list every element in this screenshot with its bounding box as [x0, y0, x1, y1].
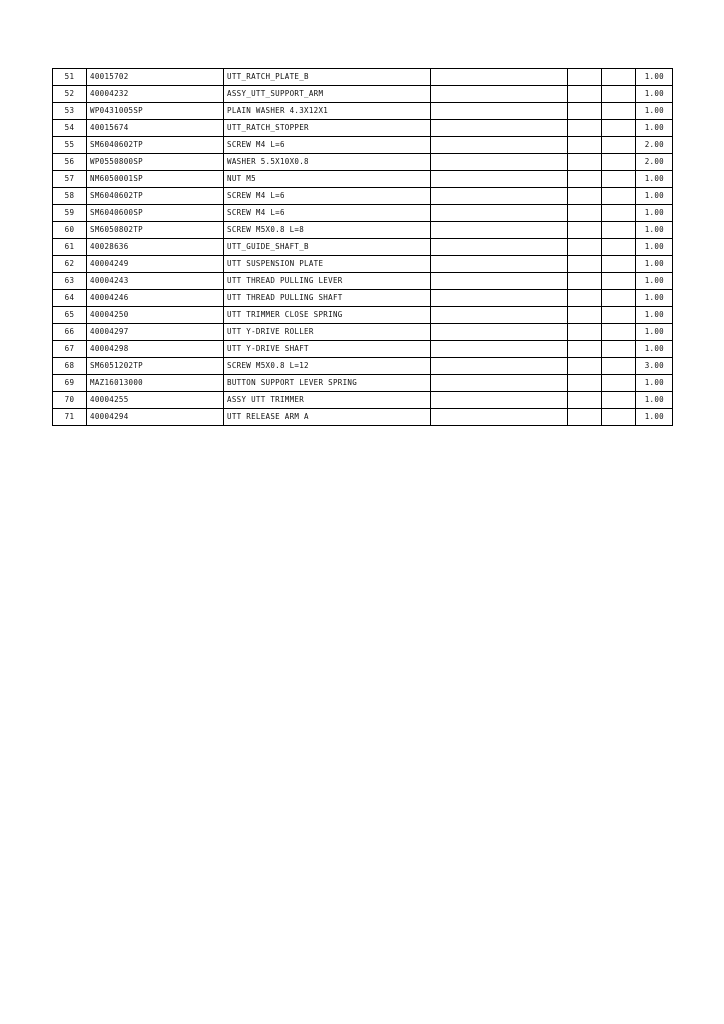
part-number-cell: SM6051202TP	[87, 358, 224, 375]
table-row	[53, 188, 673, 205]
description-cell: NUT M5	[224, 171, 431, 188]
parts-table-body	[53, 69, 673, 426]
item-number-cell: 53	[53, 103, 87, 120]
quantity-cell: 1.00	[636, 341, 673, 358]
empty-cell	[431, 171, 568, 188]
empty-cell	[568, 341, 602, 358]
empty-cell	[431, 205, 568, 222]
empty-cell	[431, 392, 568, 409]
quantity-cell: 1.00	[636, 307, 673, 324]
empty-cell	[602, 392, 636, 409]
empty-cell	[431, 86, 568, 103]
quantity-cell: 1.00	[636, 290, 673, 307]
empty-cell	[568, 324, 602, 341]
quantity-cell: 1.00	[636, 273, 673, 290]
table-row	[53, 324, 673, 341]
item-number-cell: 71	[53, 409, 87, 426]
description-cell: UTT Y-DRIVE ROLLER	[224, 324, 431, 341]
quantity-cell: 1.00	[636, 222, 673, 239]
quantity-cell: 1.00	[636, 103, 673, 120]
empty-cell	[602, 171, 636, 188]
parts-list-table	[52, 68, 673, 426]
empty-cell	[568, 120, 602, 137]
table-row	[53, 341, 673, 358]
part-number-cell: 40004297	[87, 324, 224, 341]
quantity-cell: 2.00	[636, 137, 673, 154]
quantity-cell: 1.00	[636, 239, 673, 256]
quantity-cell: 1.00	[636, 69, 673, 86]
part-number-cell: 40004294	[87, 409, 224, 426]
part-number-cell: 40028636	[87, 239, 224, 256]
empty-cell	[602, 324, 636, 341]
description-cell: BUTTON SUPPORT LEVER SPRING	[224, 375, 431, 392]
part-number-cell: 40004298	[87, 341, 224, 358]
part-number-cell: 40004250	[87, 307, 224, 324]
quantity-cell: 1.00	[636, 256, 673, 273]
part-number-cell: 40004246	[87, 290, 224, 307]
quantity-cell: 1.00	[636, 205, 673, 222]
table-row	[53, 86, 673, 103]
empty-cell	[431, 103, 568, 120]
item-number-cell: 56	[53, 154, 87, 171]
table-row	[53, 409, 673, 426]
description-cell: UTT_RATCH_STOPPER	[224, 120, 431, 137]
quantity-cell: 1.00	[636, 120, 673, 137]
description-cell: SCREW M4 L=6	[224, 188, 431, 205]
item-number-cell: 54	[53, 120, 87, 137]
empty-cell	[431, 358, 568, 375]
item-number-cell: 63	[53, 273, 87, 290]
part-number-cell: SM6040602TP	[87, 188, 224, 205]
empty-cell	[431, 273, 568, 290]
table-row	[53, 205, 673, 222]
description-cell: WASHER 5.5X10X0.8	[224, 154, 431, 171]
empty-cell	[431, 307, 568, 324]
empty-cell	[568, 69, 602, 86]
description-cell: ASSY_UTT_SUPPORT_ARM	[224, 86, 431, 103]
item-number-cell: 61	[53, 239, 87, 256]
part-number-cell: 40015702	[87, 69, 224, 86]
description-cell: UTT_RATCH_PLATE_B	[224, 69, 431, 86]
empty-cell	[602, 239, 636, 256]
description-cell: SCREW M4 L=6	[224, 137, 431, 154]
empty-cell	[431, 239, 568, 256]
item-number-cell: 68	[53, 358, 87, 375]
empty-cell	[602, 341, 636, 358]
empty-cell	[602, 273, 636, 290]
table-row	[53, 375, 673, 392]
table-row	[53, 154, 673, 171]
description-cell: UTT THREAD PULLING SHAFT	[224, 290, 431, 307]
table-row	[53, 120, 673, 137]
part-number-cell: WP0431005SP	[87, 103, 224, 120]
table-row	[53, 137, 673, 154]
item-number-cell: 58	[53, 188, 87, 205]
empty-cell	[602, 154, 636, 171]
empty-cell	[431, 341, 568, 358]
empty-cell	[431, 137, 568, 154]
item-number-cell: 52	[53, 86, 87, 103]
part-number-cell: 40004249	[87, 256, 224, 273]
part-number-cell: 40004255	[87, 392, 224, 409]
table-row	[53, 273, 673, 290]
item-number-cell: 66	[53, 324, 87, 341]
item-number-cell: 64	[53, 290, 87, 307]
part-number-cell: NM6050001SP	[87, 171, 224, 188]
empty-cell	[602, 290, 636, 307]
part-number-cell: SM6050802TP	[87, 222, 224, 239]
empty-cell	[431, 154, 568, 171]
item-number-cell: 59	[53, 205, 87, 222]
part-number-cell: MAZ16013000	[87, 375, 224, 392]
quantity-cell: 3.00	[636, 358, 673, 375]
item-number-cell: 70	[53, 392, 87, 409]
quantity-cell: 1.00	[636, 375, 673, 392]
description-cell: UTT RELEASE ARM A	[224, 409, 431, 426]
quantity-cell: 1.00	[636, 188, 673, 205]
description-cell: UTT SUSPENSION PLATE	[224, 256, 431, 273]
empty-cell	[568, 103, 602, 120]
description-cell: SCREW M4 L=6	[224, 205, 431, 222]
part-number-cell: 40004232	[87, 86, 224, 103]
empty-cell	[431, 409, 568, 426]
empty-cell	[602, 69, 636, 86]
item-number-cell: 60	[53, 222, 87, 239]
empty-cell	[568, 290, 602, 307]
empty-cell	[602, 205, 636, 222]
empty-cell	[568, 375, 602, 392]
empty-cell	[431, 120, 568, 137]
table-row	[53, 358, 673, 375]
part-number-cell: WP0550800SP	[87, 154, 224, 171]
empty-cell	[568, 171, 602, 188]
quantity-cell: 1.00	[636, 324, 673, 341]
empty-cell	[568, 273, 602, 290]
empty-cell	[602, 409, 636, 426]
quantity-cell: 1.00	[636, 171, 673, 188]
empty-cell	[602, 256, 636, 273]
empty-cell	[431, 222, 568, 239]
empty-cell	[431, 69, 568, 86]
empty-cell	[568, 188, 602, 205]
description-cell: UTT_GUIDE_SHAFT_B	[224, 239, 431, 256]
empty-cell	[568, 205, 602, 222]
empty-cell	[568, 358, 602, 375]
item-number-cell: 65	[53, 307, 87, 324]
empty-cell	[431, 188, 568, 205]
description-cell: UTT TRIMMER CLOSE SPRING	[224, 307, 431, 324]
quantity-cell: 1.00	[636, 409, 673, 426]
part-number-cell: SM6040600SP	[87, 205, 224, 222]
empty-cell	[568, 137, 602, 154]
empty-cell	[431, 256, 568, 273]
table-row	[53, 239, 673, 256]
table-row	[53, 222, 673, 239]
empty-cell	[602, 358, 636, 375]
empty-cell	[602, 222, 636, 239]
table-row	[53, 171, 673, 188]
empty-cell	[568, 154, 602, 171]
empty-cell	[602, 120, 636, 137]
empty-cell	[602, 86, 636, 103]
item-number-cell: 69	[53, 375, 87, 392]
quantity-cell: 1.00	[636, 392, 673, 409]
description-cell: SCREW M5X0.8 L=12	[224, 358, 431, 375]
description-cell: UTT Y-DRIVE SHAFT	[224, 341, 431, 358]
description-cell: UTT THREAD PULLING LEVER	[224, 273, 431, 290]
empty-cell	[431, 324, 568, 341]
empty-cell	[568, 392, 602, 409]
empty-cell	[602, 188, 636, 205]
empty-cell	[568, 222, 602, 239]
part-number-cell: 40015674	[87, 120, 224, 137]
table-row	[53, 290, 673, 307]
item-number-cell: 67	[53, 341, 87, 358]
description-cell: ASSY UTT TRIMMER	[224, 392, 431, 409]
table-row	[53, 392, 673, 409]
quantity-cell: 2.00	[636, 154, 673, 171]
empty-cell	[602, 375, 636, 392]
empty-cell	[602, 103, 636, 120]
item-number-cell: 57	[53, 171, 87, 188]
table-row	[53, 307, 673, 324]
empty-cell	[568, 256, 602, 273]
description-cell: SCREW M5X0.8 L=8	[224, 222, 431, 239]
empty-cell	[431, 375, 568, 392]
empty-cell	[602, 307, 636, 324]
empty-cell	[568, 86, 602, 103]
part-number-cell: SM6040602TP	[87, 137, 224, 154]
item-number-cell: 55	[53, 137, 87, 154]
item-number-cell: 62	[53, 256, 87, 273]
table-row	[53, 256, 673, 273]
quantity-cell: 1.00	[636, 86, 673, 103]
empty-cell	[568, 239, 602, 256]
description-cell: PLAIN WASHER 4.3X12X1	[224, 103, 431, 120]
item-number-cell: 51	[53, 69, 87, 86]
empty-cell	[568, 307, 602, 324]
table-row	[53, 103, 673, 120]
table-row	[53, 69, 673, 86]
empty-cell	[431, 290, 568, 307]
part-number-cell: 40004243	[87, 273, 224, 290]
empty-cell	[568, 409, 602, 426]
empty-cell	[602, 137, 636, 154]
